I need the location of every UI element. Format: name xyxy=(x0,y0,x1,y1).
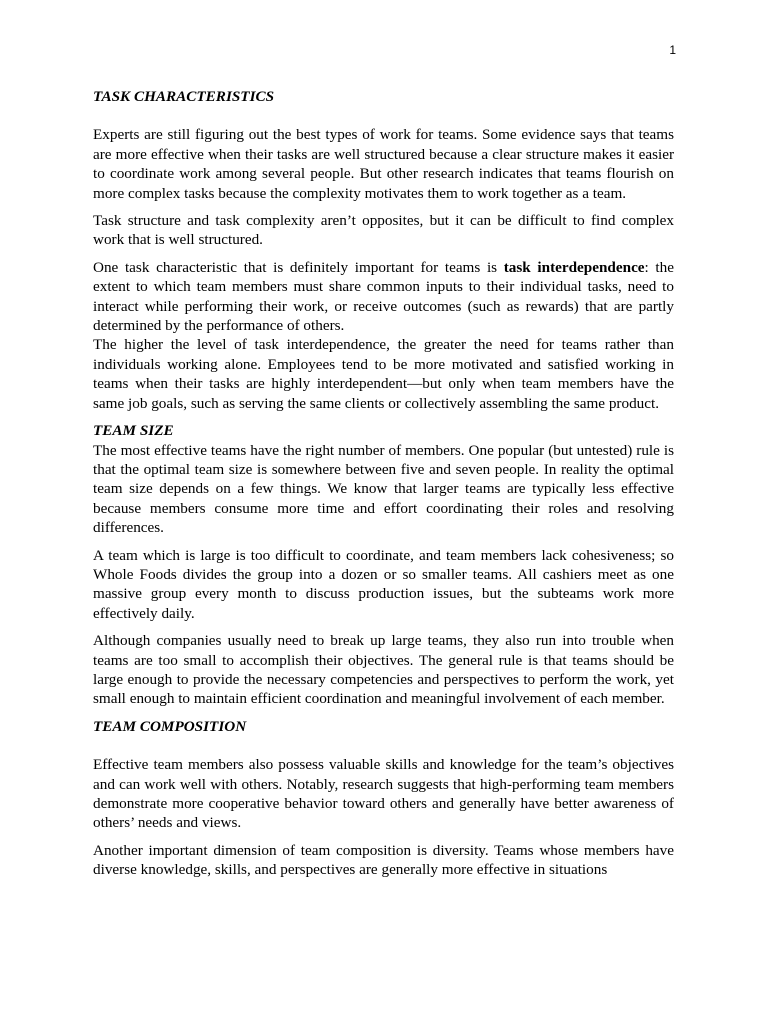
heading-team-size: TEAM SIZE xyxy=(93,422,174,440)
paragraph-task-interdependence xyxy=(93,258,674,336)
paragraph-interdependence-level: The higher the level of task interdependence, the greater the need for teams rather than individuals working alone. Employees tend to be more motivated and satisfied working in teams when their tasks are highly interdependent—but only when team members have the same job goals, such as serving the same clients or collectively assembling the same product. xyxy=(93,336,674,412)
paragraph-whole-foods: A team which is large is too difficult to coordinate, and team members lack cohesiveness; so Whole Foods divides the group into a dozen or so smaller teams. All cashiers meet as one massive group every month to discuss production issues, but the subteams work more effectively daily. xyxy=(93,546,674,622)
paragraph-task-types: Experts are still figuring out the best types of work for teams. Some evidence says that teams are more effective when their tasks are well structured because a clear structure makes it easier to coordinate work among several people. But other research indicates that teams flourish on more complex tasks because the complexity motivates them to work together as a team. xyxy=(93,126,674,202)
paragraph-team-size-rule: The most effective teams have the right number of members. One popular (but untested) rule is that the optimal team size is somewhere between five and seven people. In reality the optimal team size depends on a few things. We know that larger teams are typically less effective because members consume more time and effort coordinating their roles and resolving differences. xyxy=(93,441,674,537)
paragraph-text: One task characteristic that is definitely important for teams is xyxy=(93,258,504,276)
paragraph-team-members-skills: Effective team members also possess valuable skills and knowledge for the team’s objectives and can work well with others. Notably, research suggests that high-performing team members demonstrate more cooperative behavior toward others and generally have better awareness of others’ needs and views. xyxy=(93,756,674,832)
paragraph-task-structure: Task structure and task complexity aren’t opposites, but it can be difficult to find complex work that is well structured. xyxy=(93,212,674,249)
bold-term-task-interdependence: task interdependence xyxy=(503,258,645,276)
heading-task-characteristics: TASK CHARACTERISTICS xyxy=(93,88,275,105)
paragraph-text: : the extent to which team members must share common inputs to their individual tasks, need to interact while performing their work, or receive outcomes (such as rewards) that are partly determined by the performance of others. xyxy=(93,258,674,335)
heading-team-composition: TEAM COMPOSITION xyxy=(93,717,247,735)
page-number: 1 xyxy=(669,43,676,57)
paragraph-small-teams: Although companies usually need to break up large teams, they also run into trouble when teams are too small to accomplish their objectives. The general rule is that teams should be large enough to provide the necessary competencies and perspectives to perform the work, yet small enough to maintain efficient coordination and meaningful involvement of each member. xyxy=(93,632,674,708)
paragraph-diversity: Another important dimension of team composition is diversity. Teams whose members have diverse knowledge, skills, and perspectives are generally more effective in situations xyxy=(93,841,674,879)
document-body xyxy=(93,87,674,880)
